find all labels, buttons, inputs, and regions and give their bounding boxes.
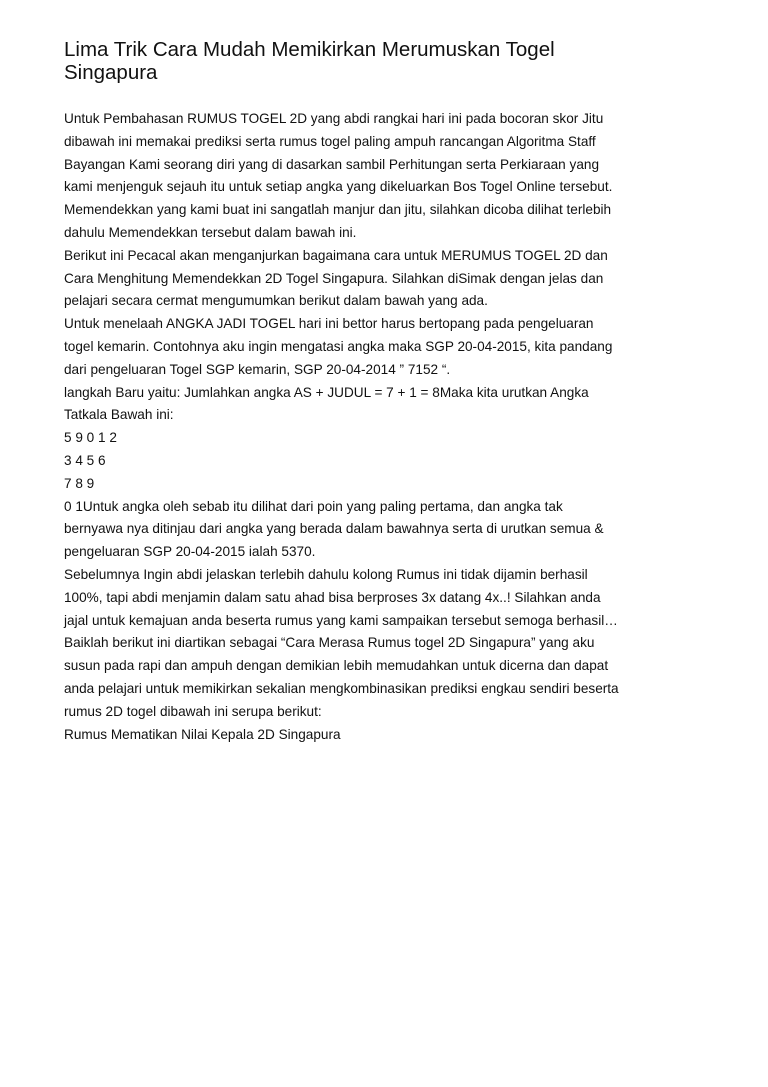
body-line: anda pelajari untuk memikirkan sekalian mengkombinasikan prediksi engkau sendiri beserta: [64, 680, 619, 696]
document-body: [64, 108, 714, 746]
body-line: langkah Baru yaitu: Jumlahkan angka AS + JUDUL = 7 + 1 = 8Maka kita urutkan Angka: [64, 384, 589, 400]
body-line: Sebelumnya Ingin abdi jelaskan terlebih dahulu kolong Rumus ini tidak dijamin berhasil: [64, 566, 588, 582]
body-line: Untuk menelaah ANGKA JADI TOGEL hari ini bettor harus bertopang pada pengeluaran: [64, 316, 594, 332]
body-line: Memendekkan yang kami buat ini sangatlah manjur dan jitu, silahkan dicoba dilihat terlebih: [64, 202, 612, 218]
body-line: Untuk Pembahasan RUMUS TOGEL 2D yang abdi rangkai hari ini pada bocoran skor Jitu: [64, 111, 604, 126]
body-line: dibawah ini memakai prediksi serta rumus togel paling ampuh rancangan Algoritma Staff: [64, 133, 596, 149]
body-line: jajal untuk kemajuan anda beserta rumus yang kami sampaikan tersebut semoga berhasil…: [64, 612, 618, 628]
body-line: 0 1Untuk angka oleh sebab itu dilihat dari poin yang paling pertama, dan angka tak: [64, 498, 563, 514]
body-line: pelajari secara cermat mengumumkan berikut dalam bawah yang ada.: [64, 293, 488, 309]
body-line: dari pengeluaran Togel SGP kemarin, SGP 20-04-2014 ” 7152 “.: [64, 361, 451, 377]
document-title: [64, 38, 714, 84]
body-line: togel kemarin. Contohnya aku ingin mengatasi angka maka SGP 20-04-2015, kita pandang: [64, 338, 613, 354]
document-page: [64, 38, 714, 746]
body-line: pengeluaran SGP 20-04-2015 ialah 5370.: [64, 544, 316, 560]
body-line: Cara Menghitung Memendekkan 2D Togel Singapura. Silahkan diSimak dengan jelas dan: [64, 270, 604, 286]
body-line: bernyawa nya ditinjau dari angka yang berada dalam bawahnya serta di urutkan semua &: [64, 521, 604, 537]
title-line: Singapura: [64, 61, 158, 84]
body-line: susun pada rapi dan ampuh dengan demikian lebih memudahkan untuk dicerna dan dapat: [64, 658, 609, 674]
body-line: Baiklah berikut ini diartikan sebagai “Cara Merasa Rumus togel 2D Singapura” yang aku: [64, 635, 595, 651]
body-line: dahulu Memendekkan tersebut dalam bawah ini.: [64, 224, 357, 240]
body-line: rumus 2D togel dibawah ini serupa berikut:: [64, 703, 322, 719]
number-row: 7 8 9: [64, 475, 95, 491]
number-row: 5 9 0 1 2: [64, 430, 117, 446]
title-line: Lima Trik Cara Mudah Memikirkan Merumuskan Togel: [64, 38, 555, 61]
section-heading-line: Rumus Mematikan Nilai Kepala 2D Singapura: [64, 726, 341, 742]
body-line: 100%, tapi abdi menjamin dalam satu ahad bisa berproses 3x datang 4x..! Silahkan anda: [64, 589, 601, 605]
body-line: Tatkala Bawah ini:: [64, 407, 174, 423]
body-line: kami menjenguk sejauh itu untuk setiap angka yang dikeluarkan Bos Togel Online tersebut.: [64, 179, 613, 195]
body-line: Bayangan Kami seorang diri yang di dasarkan sambil Perhitungan serta Perkiaraan yang: [64, 156, 600, 172]
body-line: Berikut ini Pecacal akan menganjurkan bagaimana cara untuk MERUMUS TOGEL 2D dan: [64, 247, 608, 263]
number-row: 3 4 5 6: [64, 452, 106, 468]
